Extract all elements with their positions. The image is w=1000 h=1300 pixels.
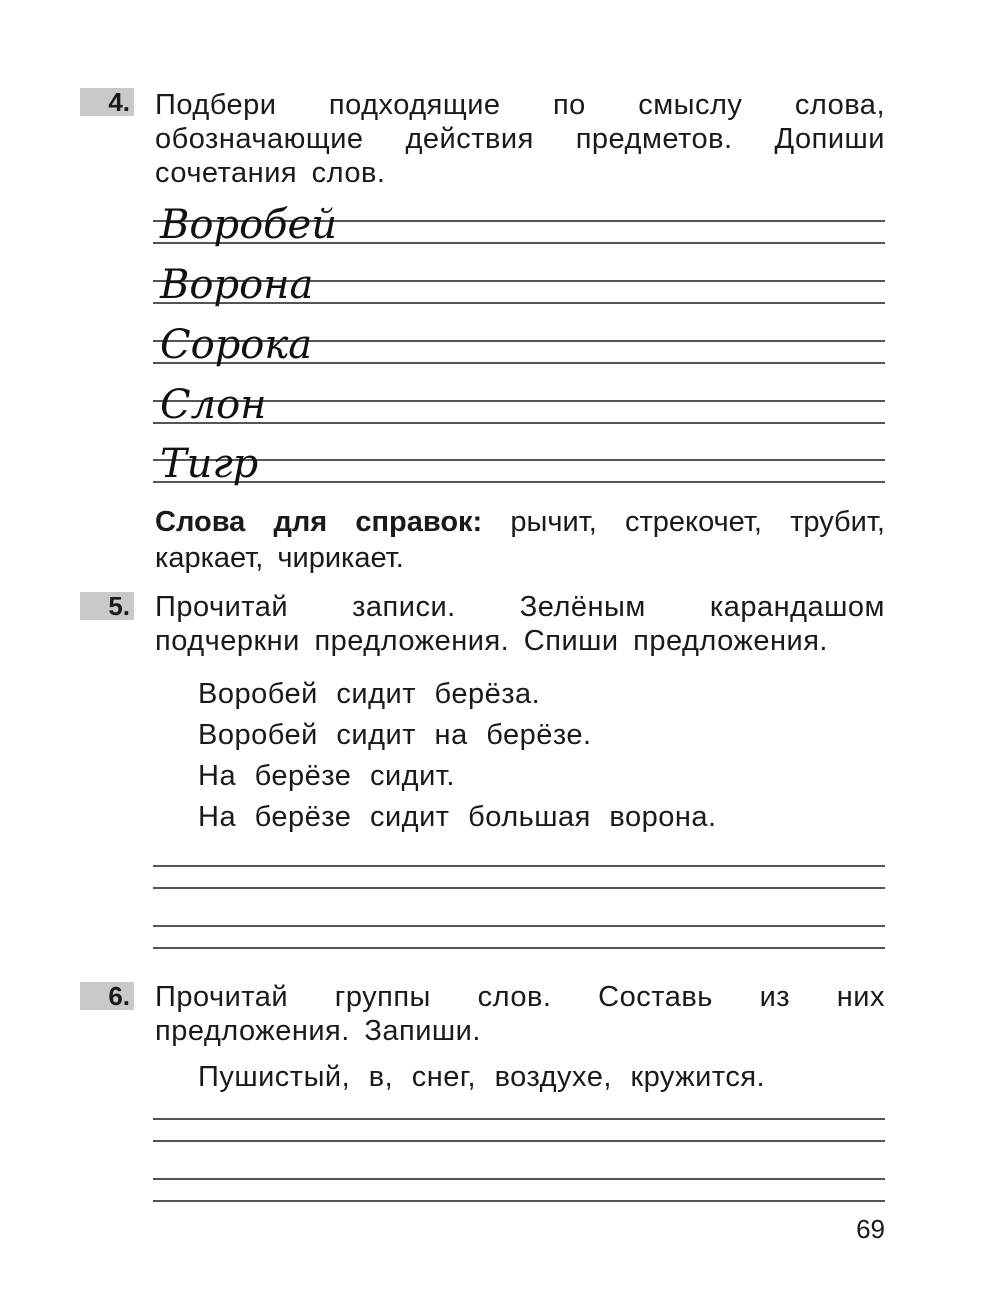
answer-line[interactable] [153, 1140, 885, 1142]
answer-line[interactable] [153, 1118, 885, 1120]
task-instruction: Прочитай записи. Зелёным карандашом подчеркни предложения. Спиши предложения. [155, 591, 885, 657]
handwritten-word: Воробей [160, 202, 338, 248]
answer-line[interactable] [153, 947, 885, 949]
handwritten-word: Тигр [160, 441, 259, 487]
example-sentence: Пушистый, в, снег, воздухе, кружится. [198, 1061, 766, 1093]
example-sentence: На берёзе сидит. [198, 760, 455, 792]
page-number: 69 [856, 1214, 885, 1244]
example-sentence: Воробей сидит на берёзе. [198, 719, 592, 751]
task-number-badge: 6. [80, 982, 134, 1010]
task-number-badge: 4. [80, 88, 134, 116]
example-sentence: На берёзе сидит большая ворона. [198, 801, 717, 833]
answer-line[interactable] [153, 925, 885, 927]
writing-line [153, 481, 885, 483]
reference-words [155, 504, 885, 576]
answer-line[interactable] [153, 865, 885, 867]
reference-label: Слова для справок: [155, 506, 483, 538]
answer-line[interactable] [153, 1178, 885, 1180]
task-instruction: Прочитай группы слов. Составь из них предложения. Запиши. [155, 981, 885, 1047]
handwritten-word: Сорока [160, 322, 313, 368]
reference-list: рычит, стрекочет, трубит, каркает, чирикает. [155, 506, 885, 574]
handwritten-word: Слон [160, 382, 267, 428]
task-instruction: Подбери подходящие по смыслу слова, обозначающие действия предметов. Допиши сочетания слов. [155, 89, 885, 189]
handwritten-word: Ворона [160, 262, 314, 308]
answer-line[interactable] [153, 1200, 885, 1202]
answer-line[interactable] [153, 887, 885, 889]
example-sentence: Воробей сидит берёза. [198, 678, 541, 710]
task-number-badge: 5. [80, 592, 134, 620]
writing-line [153, 459, 885, 461]
